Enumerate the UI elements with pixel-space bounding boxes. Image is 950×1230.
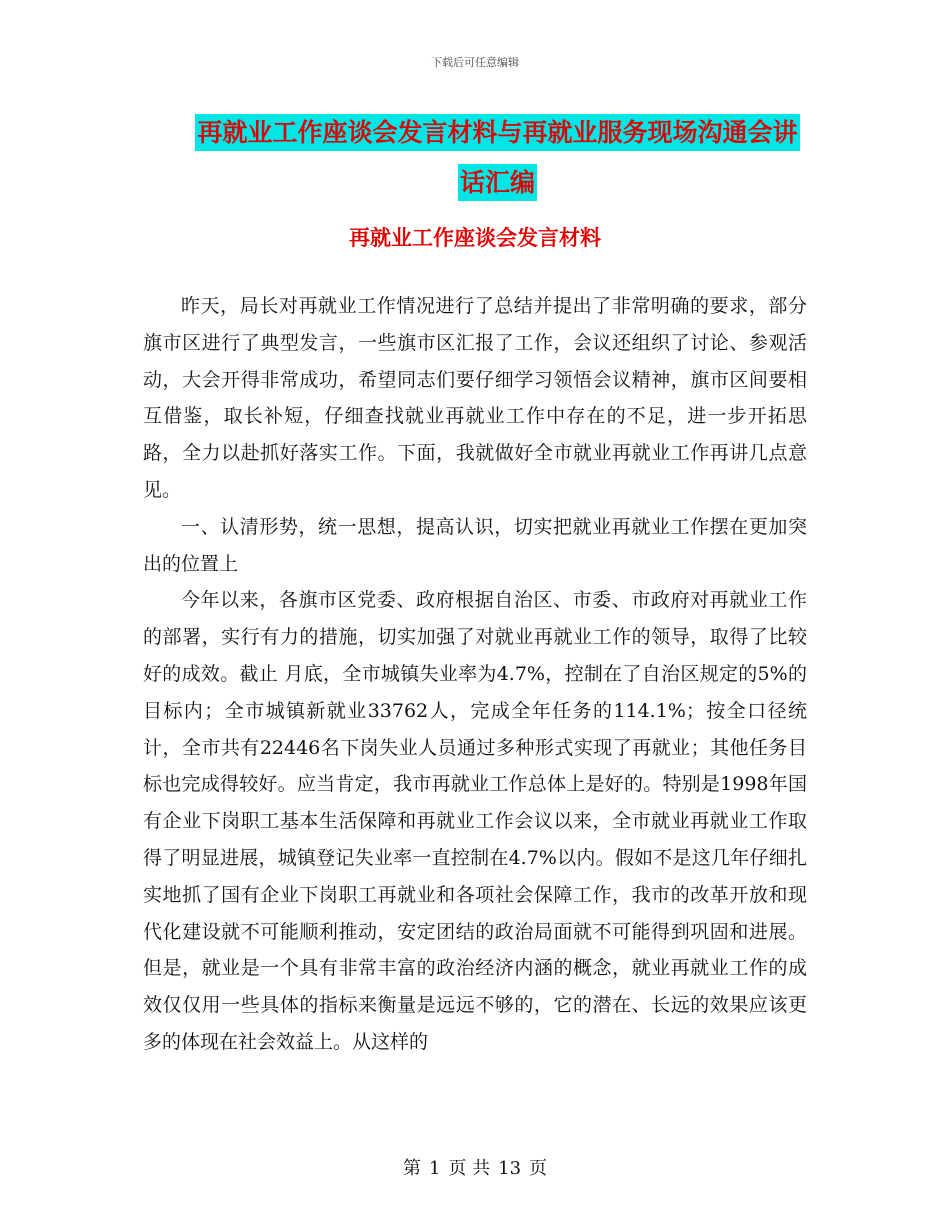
paragraph: 昨天，局长对再就业工作情况进行了总结并提出了非常明确的要求，部分旗市区进行了典型发言，一些旗市区汇报了工作，会议还组织了讨论、参观活动，大会开得非常成功，希望同志们要仔细学习领悟会议精神，旗市区间要相互借鉴，取长补短，仔细查找就业再就业工作中存在的不足，进一步开拓思路，全力以赴抓好落实工作。下面，我就做好全市就业再就业工作再讲几点意见。: [143, 295, 807, 501]
page-footer: [0, 1154, 950, 1180]
document-title: [190, 108, 805, 208]
header-note: 下载后可任意编辑: [431, 56, 519, 69]
document-title-text: 再就业工作座谈会发言材料与再就业服务现场沟通会讲话汇编: [195, 114, 799, 201]
paragraph-heading: 一、认清形势，统一思想，提高认识，切实把就业再就业工作摆在更加突出的位置上: [143, 515, 807, 575]
paragraph: 今年以来，各旗市区党委、政府根据自治区、市委、市政府对再就业工作的部署，实行有力的措施，切实加强了对就业再就业工作的领导，取得了比较好的成效。截止 月底，全市城镇失业率为4.7%，控制在了自治区规定的5%的目标内；全市城镇新就业33762人，完成全年任务的114.1%；按全口径统计，全市共有22446名下岗失业人员通过多种形式实现了再就业；其他任务目标也完成得较好。应当肯定，我市再就业工作总体上是好的。特别是1998年国有企业下岗职工基本生活保障和再就业工作会议以来，全市就业再就业工作取得了明显进展，城镇登记失业率一直控制在4.7%以内。假如不是这几年仔细扎实地抓了国有企业下岗职工再就业和各项社会保障工作，我市的改革开放和现代化建设就不可能顺利推动，安定团结的政治局面就不可能得到巩固和进展。但是，就业是一个具有非常丰富的政治经济内涵的概念，就业再就业工作的成效仅仅用一些具体的指标来衡量是远远不够的，它的潜在、长远的效果应该更多的体现在社会效益上。从这样的: [143, 589, 807, 1053]
total-pages: 13: [498, 1158, 522, 1179]
page-label-mid: 页 共: [448, 1158, 491, 1179]
page-number: 1: [428, 1158, 441, 1179]
page-label-suffix: 页: [529, 1158, 548, 1179]
page-label-prefix: 第: [402, 1158, 421, 1179]
section-title: 再就业工作座谈会发言材料: [349, 225, 601, 250]
document-body: [143, 288, 807, 1061]
